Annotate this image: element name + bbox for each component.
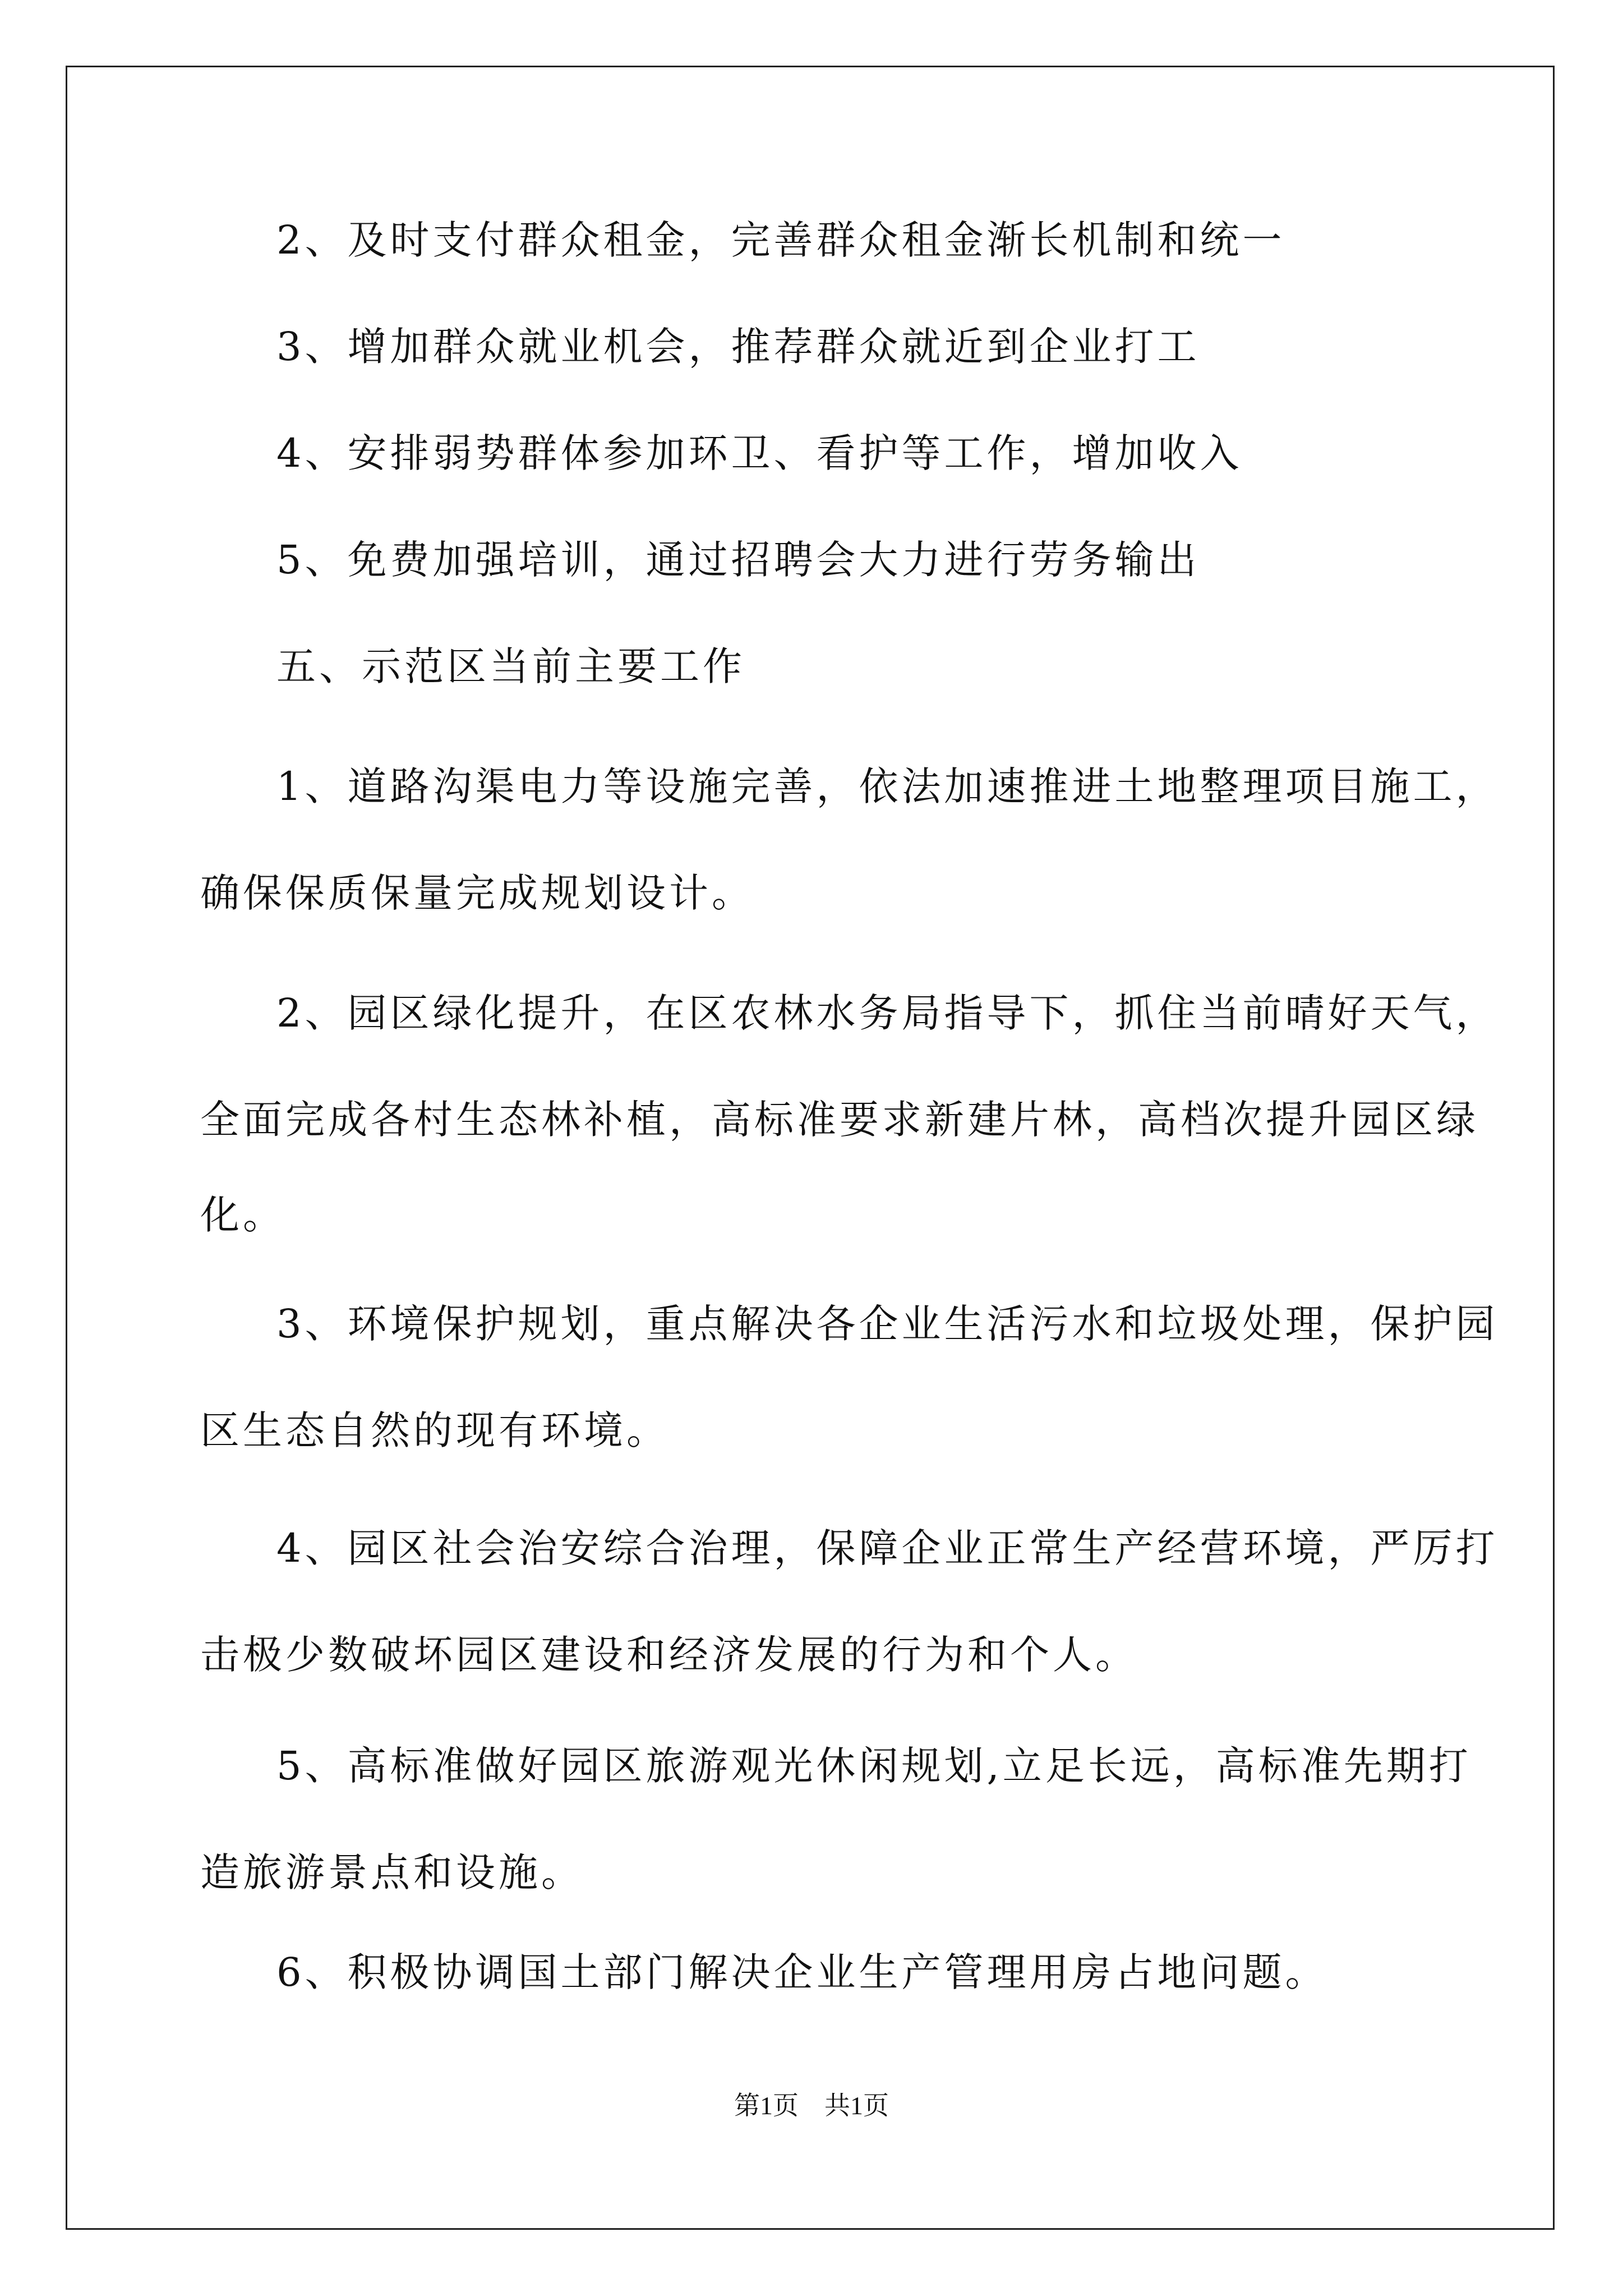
work-item-6: 6、积极协调国土部门解决企业生产管理用房占地问题。 — [276, 1949, 1328, 1995]
list-item-3-employment: 3、增加群众就业机会，推荐群众就近到企业打工 — [276, 324, 1200, 370]
work-item-2-line-2: 全面完成各村生态林补植，高标准要求新建片林，高档次提升园区绿 — [200, 1097, 1479, 1143]
work-item-2-line-1: 2、园区绿化提升，在区农林水务局指导下，抓住当前晴好天气， — [276, 990, 1498, 1036]
page-number-footer: 第1页 共1页 — [734, 2091, 889, 2120]
work-item-1-line-1: 1、道路沟渠电力等设施完善，依法加速推进土地整理项目施工， — [276, 763, 1498, 809]
work-item-3-line-1: 3、环境保护规划，重点解决各企业生活污水和垃圾处理，保护园 — [276, 1301, 1498, 1347]
list-item-2-rent: 2、及时支付群众租金，完善群众租金渐长机制和统一 — [276, 217, 1285, 263]
work-item-2-line-3: 化。 — [200, 1192, 285, 1238]
section-heading-5: 五、示范区当前主要工作 — [276, 643, 745, 689]
work-item-4-line-1: 4、园区社会治安综合治理，保障企业正常生产经营环境，严厉打 — [276, 1525, 1498, 1571]
work-item-1-line-2: 确保保质保量完成规划设计。 — [200, 870, 754, 916]
work-item-5-line-1: 5、高标准做好园区旅游观光休闲规划,立足长远，高标准先期打 — [276, 1743, 1472, 1789]
work-item-5-line-2: 造旅游景点和设施。 — [200, 1849, 584, 1895]
work-item-3-line-2: 区生态自然的现有环境。 — [200, 1407, 669, 1453]
work-item-4-line-2: 击极少数破坏园区建设和经济发展的行为和个人。 — [200, 1632, 1138, 1678]
page-border — [66, 66, 1555, 2230]
list-item-4-vulnerable-groups: 4、安排弱势群体参加环卫、看护等工作，增加收入 — [276, 430, 1243, 476]
list-item-5-training: 5、免费加强培训，通过招聘会大力进行劳务输出 — [276, 537, 1200, 583]
